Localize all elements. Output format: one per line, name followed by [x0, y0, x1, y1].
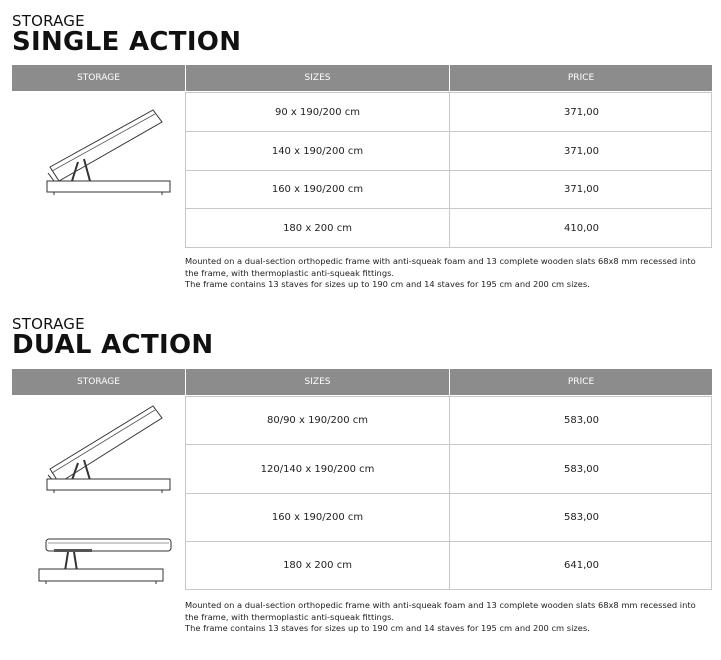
price-cell: 583,00 — [564, 512, 599, 523]
table-row — [185, 170, 712, 209]
product-description — [185, 600, 720, 635]
product-description — [185, 256, 720, 291]
description-line: Mounted on a dual-section orthopedic frame with anti-squeak foam and 13 complete wooden slats 68x8 mm recessed into — [185, 256, 696, 266]
price-cell: 583,00 — [564, 415, 599, 426]
price-cell: 371,00 — [564, 184, 599, 195]
price-cell: 410,00 — [564, 222, 599, 234]
price-cell: 371,00 — [564, 106, 599, 118]
size-cell: 160 x 190/200 cm — [271, 512, 364, 523]
header-price: PRICE — [567, 377, 595, 387]
table-row — [185, 396, 712, 445]
description-line: the frame, with thermoplastic anti-squeak fittings. — [185, 611, 395, 622]
size-cell: 80/90 x 190/200 cm — [266, 415, 369, 426]
header-sizes: SIZES — [304, 377, 331, 387]
description-line: The frame contains 13 staves for sizes up to 190 cm and 14 staves for 195 cm and 200 cm sizes. — [185, 279, 590, 289]
description-line: the frame, with thermoplastic anti-squeak fittings. — [185, 267, 395, 278]
price-cell: 583,00 — [564, 463, 599, 475]
size-cell: 180 x 200 cm — [283, 222, 352, 234]
header-price: PRICE — [567, 73, 595, 83]
section-kicker: STORAGE — [12, 315, 85, 333]
section-kicker: STORAGE — [12, 12, 85, 30]
size-cell: 180 x 200 cm — [283, 560, 352, 571]
header-storage: STORAGE — [77, 377, 120, 387]
table-header — [12, 65, 712, 91]
header-sizes: SIZES — [304, 73, 331, 83]
price-cell: 371,00 — [564, 145, 599, 157]
table-row — [185, 208, 712, 248]
table-row — [185, 92, 712, 132]
table-header — [12, 369, 712, 395]
bed-lift-side-icon — [40, 105, 175, 197]
section-title: SINGLE ACTION — [12, 27, 242, 57]
table-row — [185, 493, 712, 542]
section-title: DUAL ACTION — [12, 330, 214, 360]
bed-lift-top-icon — [36, 535, 176, 587]
size-cell: 140 x 190/200 cm — [271, 145, 364, 157]
bed-lift-side-icon — [40, 403, 175, 495]
description-line: The frame contains 13 staves for sizes up to 190 cm and 14 staves for 195 cm and 200 cm sizes. — [185, 623, 590, 633]
table-row — [185, 541, 712, 590]
size-cell: 120/140 x 190/200 cm — [260, 463, 375, 475]
table-row — [185, 131, 712, 171]
size-cell: 160 x 190/200 cm — [271, 184, 364, 195]
price-cell: 641,00 — [564, 560, 599, 571]
table-row — [185, 444, 712, 494]
description-line: Mounted on a dual-section orthopedic frame with anti-squeak foam and 13 complete wooden slats 68x8 mm recessed into — [185, 600, 696, 610]
header-storage: STORAGE — [77, 73, 120, 83]
size-cell: 90 x 190/200 cm — [275, 106, 360, 118]
